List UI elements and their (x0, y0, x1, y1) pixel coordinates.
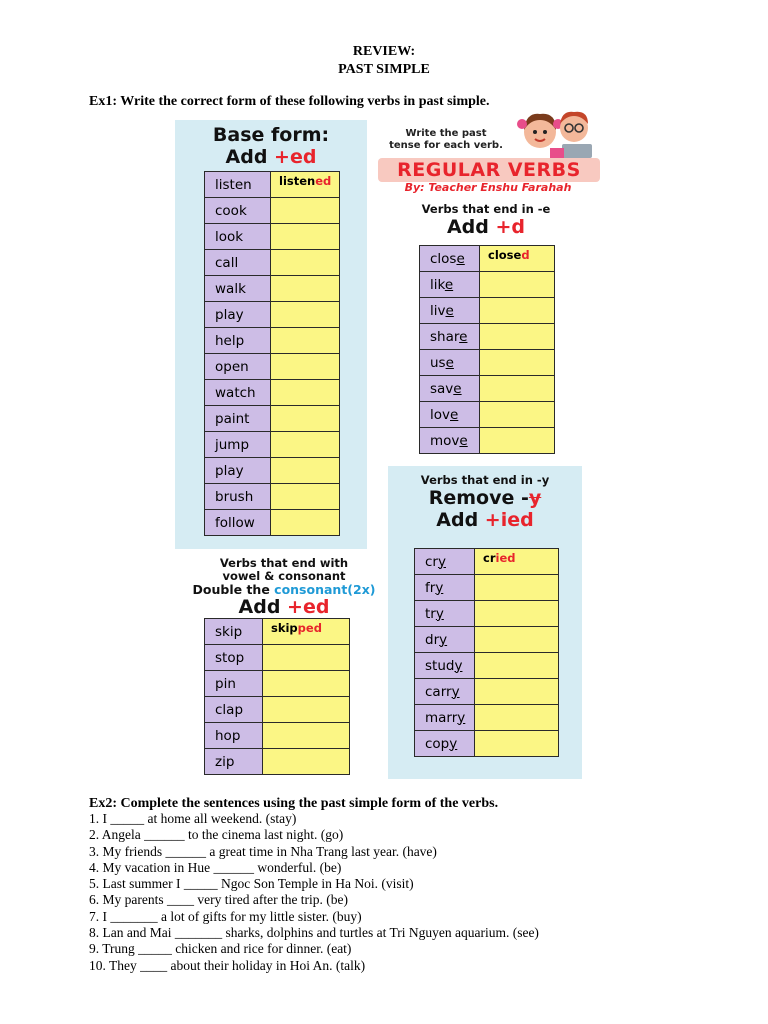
base-verb-cell (415, 653, 475, 679)
base-verb-cell (415, 731, 475, 757)
verb-stem: dr (425, 631, 440, 648)
answer-cell[interactable] (271, 380, 340, 406)
banner-title-box (378, 158, 600, 182)
answer-cell[interactable] (271, 276, 340, 302)
table-row (415, 627, 559, 653)
verb-stem: marr (425, 709, 458, 726)
sentence-item: 9. Trung _____ chicken and rice for dinner. (eat) (89, 941, 352, 957)
panel-double-prefix: Double the (192, 582, 275, 597)
verb-ending: y (435, 579, 444, 596)
answer-cell[interactable] (480, 298, 555, 324)
panel-e-title (396, 203, 576, 238)
verb-ending: e (450, 406, 459, 423)
answer-cell[interactable] (480, 428, 555, 454)
panel-double-title (186, 557, 382, 618)
base-verb-cell: hop (205, 723, 263, 749)
verb-ending: e (459, 432, 468, 449)
base-verb-cell (420, 428, 480, 454)
banner-line2: tense for each verb. (389, 140, 503, 151)
verb-stem: cr (425, 553, 438, 570)
verb-table-ed (204, 171, 340, 536)
table-row (205, 276, 340, 302)
banner-byline: By: Teacher Enshu Farahah (404, 181, 572, 194)
table-row (205, 619, 350, 645)
table-row (205, 671, 350, 697)
regular-verbs-banner (376, 118, 600, 198)
base-verb-cell: jump (205, 432, 271, 458)
verb-ending: y (435, 605, 444, 622)
answer-cell[interactable] (271, 302, 340, 328)
verb-ending: e (459, 328, 468, 345)
table-row (205, 484, 340, 510)
base-verb-cell: zip (205, 749, 263, 775)
table-row (205, 224, 340, 250)
base-verb-cell: brush (205, 484, 271, 510)
table-row (205, 749, 350, 775)
table-row (420, 246, 555, 272)
panel-double-plus: +ed (287, 596, 330, 618)
base-verb-cell (420, 246, 480, 272)
panel-ed-title (175, 124, 367, 168)
answer-cell[interactable] (475, 575, 559, 601)
panel-ed-add: Add (225, 146, 275, 168)
answer-cell[interactable] (271, 198, 340, 224)
example-stem: skip (271, 621, 298, 635)
table-row (205, 458, 340, 484)
table-row (420, 298, 555, 324)
verb-table-double (204, 618, 350, 775)
answer-cell[interactable] (475, 705, 559, 731)
base-verb-cell: play (205, 302, 271, 328)
sentence-item: 10. They ____ about their holiday in Hoi An. (talk) (89, 957, 366, 973)
base-verb-cell: open (205, 354, 271, 380)
base-verb-cell: skip (205, 619, 263, 645)
base-verb-cell (415, 679, 475, 705)
example-suffix: ied (495, 551, 516, 565)
verb-ending: y (437, 553, 446, 570)
table-row (415, 601, 559, 627)
verb-ending: y (439, 631, 448, 648)
base-verb-cell: call (205, 250, 271, 276)
table-row (205, 250, 340, 276)
verb-ending: e (456, 250, 465, 267)
verb-stem: clos (430, 250, 457, 267)
answer-cell[interactable] (475, 679, 559, 705)
panel-ed-title-line1: Base form: (212, 124, 330, 146)
base-verb-cell: listen (205, 172, 271, 198)
answer-cell[interactable] (480, 376, 555, 402)
panel-y-title (388, 474, 582, 531)
sentence-item: 7. I _______ a lot of gifts for my little sister. (buy) (89, 908, 362, 924)
table-row (205, 723, 350, 749)
table-row (205, 354, 340, 380)
answer-cell[interactable] (475, 627, 559, 653)
table-row (205, 198, 340, 224)
answer-cell[interactable] (475, 601, 559, 627)
answer-cell[interactable] (263, 697, 350, 723)
base-verb-cell (415, 601, 475, 627)
base-verb-cell: play (205, 458, 271, 484)
answer-cell[interactable] (271, 458, 340, 484)
base-verb-cell (420, 350, 480, 376)
panel-double-word: consonant(2x) (274, 582, 376, 597)
answer-cell[interactable] (271, 432, 340, 458)
example-stem: listen (279, 174, 316, 188)
answer-cell[interactable] (271, 510, 340, 536)
panel-e-subtitle: Verbs that end in -e (421, 202, 551, 216)
sentence-item: 2. Angela ______ to the cinema last night. (go) (89, 827, 344, 843)
verb-stem: cop (425, 735, 450, 752)
ex2-heading: Ex2: Complete the sentences using the past simple form of the verbs. (89, 796, 499, 811)
panel-double-line1: Verbs that end with (219, 556, 349, 570)
verb-stem: stud (425, 657, 455, 674)
panel-ed-plus: +ed (274, 146, 317, 168)
panel-y-subtitle: Verbs that end in -y (420, 473, 550, 487)
sentence-list (89, 811, 539, 974)
base-verb-cell (420, 324, 480, 350)
base-verb-cell: clap (205, 697, 263, 723)
verb-stem: sav (430, 380, 454, 397)
answer-cell[interactable] (475, 731, 559, 757)
sentence-item: 3. My friends ______ a great time in Nha Trang last year. (have) (89, 843, 437, 859)
answer-cell[interactable] (271, 250, 340, 276)
panel-y-remove-letter: y (528, 487, 542, 509)
table-row (415, 575, 559, 601)
answer-cell[interactable] (480, 272, 555, 298)
panel-e-plus: +d (495, 216, 526, 238)
table-row (205, 510, 340, 536)
table-row (415, 679, 559, 705)
verb-stem: lik (430, 276, 445, 293)
base-verb-cell (415, 705, 475, 731)
verb-table-y (414, 548, 559, 757)
verb-ending: e (444, 276, 454, 293)
answer-cell[interactable] (271, 328, 340, 354)
base-verb-cell (420, 402, 480, 428)
base-verb-cell: pin (205, 671, 263, 697)
base-verb-cell: help (205, 328, 271, 354)
table-row (205, 380, 340, 406)
answer-cell[interactable] (263, 723, 350, 749)
sentence-item: 1. I _____ at home all weekend. (stay) (89, 811, 297, 826)
example-suffix: ped (297, 621, 322, 635)
verb-ending: y (451, 683, 460, 700)
example-stem: cr (483, 551, 496, 565)
answer-cell[interactable] (271, 224, 340, 250)
answer-cell[interactable] (480, 402, 555, 428)
panel-e-add: Add (446, 216, 496, 238)
panel-y-remove: Remove - (428, 487, 529, 509)
banner-instruction (386, 128, 506, 152)
verb-stem: lov (430, 406, 450, 423)
base-verb-cell (415, 627, 475, 653)
base-verb-cell (415, 549, 475, 575)
example-suffix: d (521, 248, 530, 262)
banner-line1: Write the past (405, 128, 487, 139)
verb-ending: y (457, 709, 466, 726)
ex1-heading: Ex1: Write the correct form of these following verbs in past simple. (89, 94, 490, 109)
table-row (420, 350, 555, 376)
table-row (420, 402, 555, 428)
sentence-item: 4. My vacation in Hue ______ wonderful. (be) (89, 859, 342, 875)
base-verb-cell (420, 376, 480, 402)
table-row (415, 705, 559, 731)
verb-stem: fr (425, 579, 436, 596)
answer-cell[interactable] (480, 246, 555, 272)
answer-cell[interactable] (271, 354, 340, 380)
panel-double-line2: vowel & consonant (222, 569, 346, 583)
base-verb-cell: look (205, 224, 271, 250)
page-subtitle: PAST SIMPLE (338, 62, 430, 77)
table-row (420, 324, 555, 350)
banner-title: REGULAR VERBS (397, 159, 581, 181)
base-verb-cell: watch (205, 380, 271, 406)
table-row (420, 376, 555, 402)
table-row (205, 697, 350, 723)
verb-table-e (419, 245, 555, 454)
base-verb-cell (420, 298, 480, 324)
sentence-item: 6. My parents ____ very tired after the trip. (be) (89, 892, 349, 908)
base-verb-cell (420, 272, 480, 298)
table-row (205, 172, 340, 198)
verb-stem: liv (430, 302, 446, 319)
answer-cell[interactable] (263, 671, 350, 697)
verb-stem: tr (425, 605, 436, 622)
table-row (420, 428, 555, 454)
panel-double-add: Add (238, 596, 288, 618)
table-row (205, 328, 340, 354)
answer-cell[interactable] (263, 645, 350, 671)
verb-stem: carr (425, 683, 452, 700)
table-row (205, 406, 340, 432)
example-stem: close (488, 248, 522, 262)
sentence-item: 5. Last summer I _____ Ngoc Son Temple in Ha Noi. (visit) (89, 876, 414, 892)
panel-y-plus: +ied (484, 509, 534, 531)
answer-cell[interactable] (480, 324, 555, 350)
verb-ending: e (445, 302, 454, 319)
table-row (205, 432, 340, 458)
answer-cell[interactable] (271, 172, 340, 198)
sentence-item: 8. Lan and Mai _______ sharks, dolphins and turtles at Tri Nguyen aquarium. (see) (89, 925, 539, 941)
table-row (205, 645, 350, 671)
example-suffix: ed (315, 174, 332, 188)
verb-stem: shar (430, 328, 460, 345)
kids-illustration-icon (510, 108, 600, 160)
table-row (415, 731, 559, 757)
page-title: REVIEW: (352, 44, 416, 59)
table-row (415, 549, 559, 575)
base-verb-cell: paint (205, 406, 271, 432)
verb-ending: e (453, 380, 462, 397)
verb-ending: y (449, 735, 458, 752)
verb-ending: y (454, 657, 463, 674)
table-row (205, 302, 340, 328)
base-verb-cell (415, 575, 475, 601)
base-verb-cell: walk (205, 276, 271, 302)
answer-cell[interactable] (263, 749, 350, 775)
verb-ending: e (445, 354, 454, 371)
verb-stem: us (430, 354, 446, 371)
answer-cell[interactable] (475, 653, 559, 679)
answer-cell[interactable] (271, 484, 340, 510)
verb-stem: mov (430, 432, 460, 449)
answer-cell[interactable] (271, 406, 340, 432)
answer-cell[interactable] (475, 549, 559, 575)
panel-y-add: Add (436, 509, 485, 531)
answer-cell[interactable] (263, 619, 350, 645)
base-verb-cell: stop (205, 645, 263, 671)
answer-cell[interactable] (480, 350, 555, 376)
table-row (420, 272, 555, 298)
base-verb-cell: follow (205, 510, 271, 536)
table-row (415, 653, 559, 679)
base-verb-cell: cook (205, 198, 271, 224)
